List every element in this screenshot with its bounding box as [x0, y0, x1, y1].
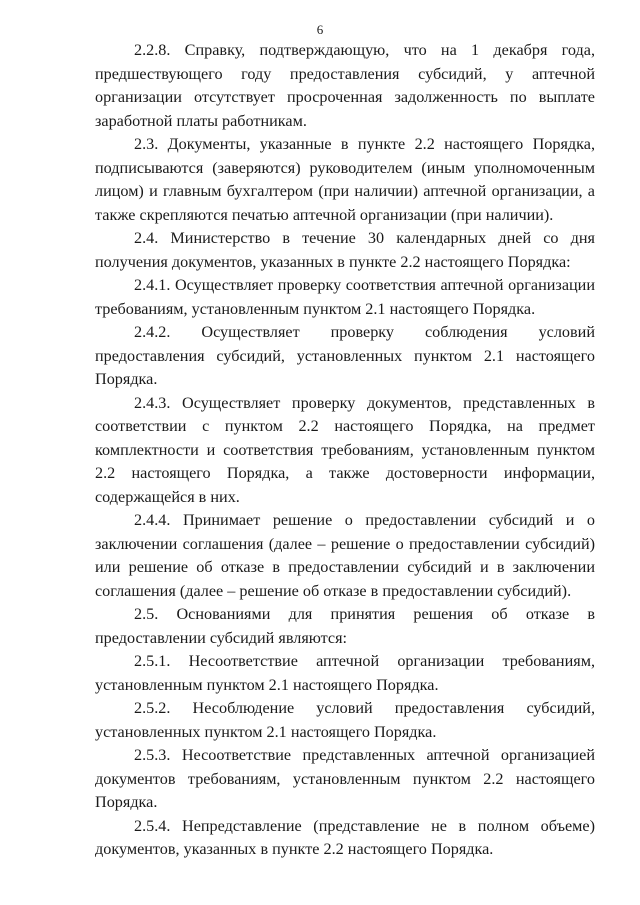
paragraph-2-3: 2.3. Документы, указанные в пункте 2.2 настоящего Порядка, подписываются (заверяются) руководителем (иным уполномоченным лицом) и главным бухгалтером (при наличии) аптечной организации, а также скрепляются печатью аптечной организации (при наличии).	[95, 135, 595, 224]
paragraph-2-4-3: 2.4.3. Осуществляет проверку документов, представленных в соответствии с пунктом 2.2 настоящего Порядка, на предмет комплектности и соответствия требованиям, установленным пунктом 2.2 настоящего Порядка, а также достоверности информации, содержащейся в них.	[95, 393, 595, 506]
document-body	[95, 39, 595, 862]
paragraph-2-4-1: 2.4.1. Осуществляет проверку соответствия аптечной организации требованиям, установленным пунктом 2.1 настоящего Порядка.	[95, 276, 595, 318]
paragraph-2-5-3: 2.5.3. Несоответствие представленных аптечной организацией документов требованиям, установленным пунктом 2.2 настоящего Порядка.	[95, 746, 595, 811]
paragraph-2-5-4: 2.5.4. Непредставление (представление не в полном объеме) документов, указанных в пункте 2.2 настоящего Порядка.	[95, 816, 595, 858]
paragraph-2-4: 2.4. Министерство в течение 30 календарных дней со дня получения документов, указанных в пункте 2.2 настоящего Порядка:	[95, 229, 595, 271]
paragraph-2-4-4: 2.4.4. Принимает решение о предоставлении субсидий и о заключении соглашения (далее – решение о предоставлении субсидий) или решение об отказе в предоставлении субсидий и в заключении соглашения (далее – решение об отказе в предоставлении субсидий).	[95, 511, 595, 600]
paragraph-2-5-2: 2.5.2. Несоблюдение условий предоставления субсидий, установленных пунктом 2.1 настоящего Порядка.	[95, 699, 595, 741]
paragraph-2-5-1: 2.5.1. Несоответствие аптечной организации требованиям, установленным пунктом 2.1 настоящего Порядка.	[95, 652, 595, 694]
paragraph-2-4-2: 2.4.2. Осуществляет проверку соблюдения условий предоставления субсидий, установленных пунктом 2.1 настоящего Порядка.	[95, 323, 595, 388]
paragraph-2-2-8: 2.2.8. Справку, подтверждающую, что на 1 декабря года, предшествующего году предоставления субсидий, у аптечной организации отсутствует просроченная задолженность по выплате заработной платы работникам.	[95, 41, 595, 130]
page-number: 6	[316, 22, 324, 37]
paragraph-2-5: 2.5. Основаниями для принятия решения об отказе в предоставлении субсидий являются:	[95, 605, 595, 647]
